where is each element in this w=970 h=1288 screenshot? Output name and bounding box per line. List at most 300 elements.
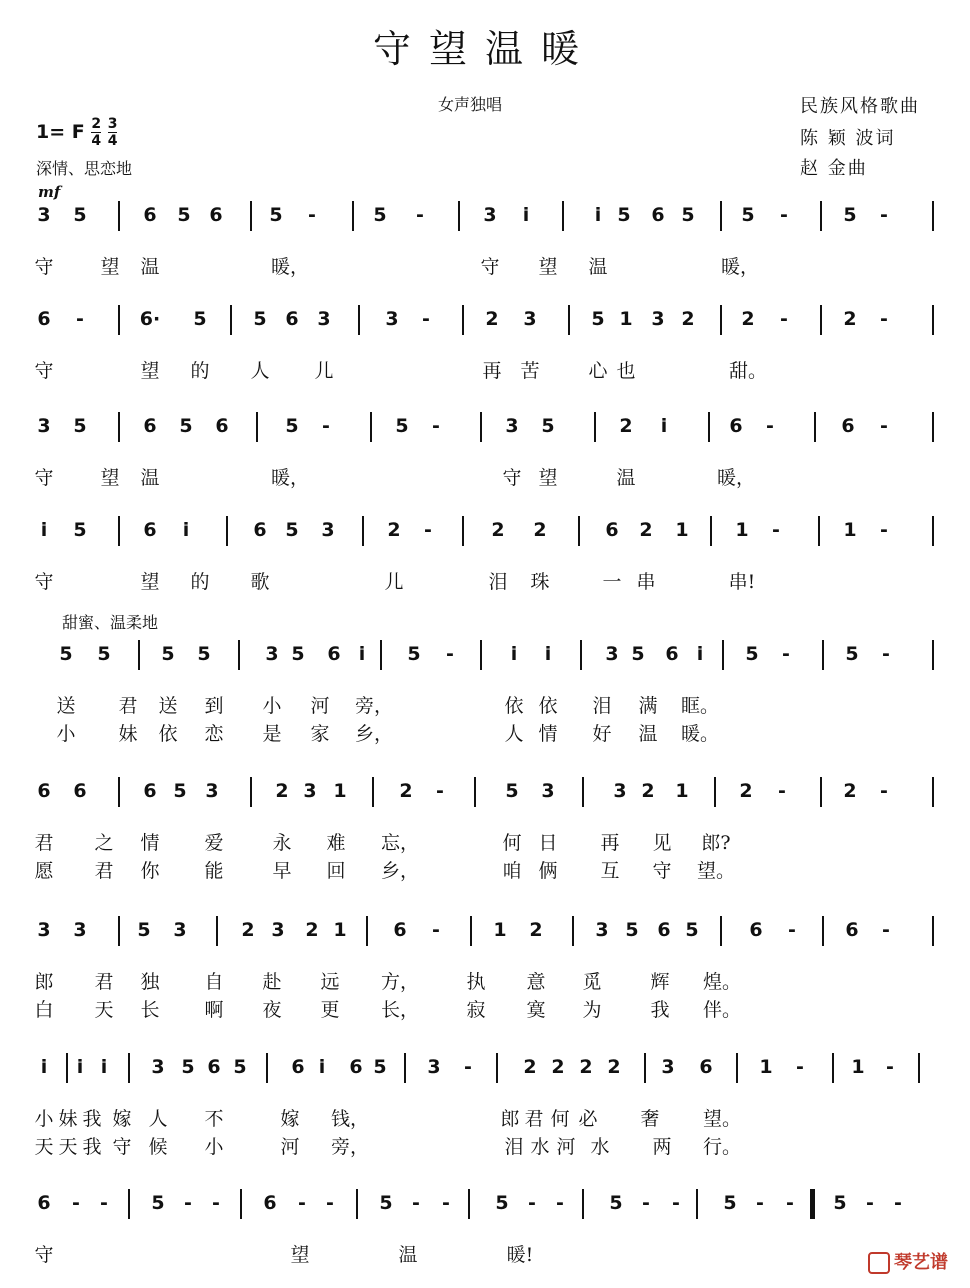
note: 3	[651, 308, 665, 330]
note: 2	[641, 780, 655, 802]
lyric-char: 河	[310, 695, 330, 717]
lyric-char: 望	[140, 571, 160, 593]
lyric-char: 执	[466, 971, 486, 993]
note: -	[786, 1192, 794, 1214]
lyric-char: 人	[250, 360, 270, 382]
lyric-char: 河	[280, 1136, 300, 1158]
note: -	[184, 1192, 192, 1214]
note: 6·	[139, 308, 161, 330]
note: 6	[729, 415, 743, 437]
note: i	[510, 643, 518, 665]
bar-line	[582, 777, 584, 807]
note: -	[442, 1192, 450, 1214]
bar-line	[362, 516, 364, 546]
note: 5	[291, 643, 305, 665]
note: -	[298, 1192, 306, 1214]
bar-line	[820, 777, 822, 807]
note: 5	[161, 643, 175, 665]
note: 2	[529, 919, 543, 941]
lyric-char: 人	[504, 723, 524, 745]
lyric-char: 煌。	[702, 971, 742, 993]
note: 3	[523, 308, 537, 330]
note: -	[788, 919, 796, 941]
lyric-char: 觅	[582, 971, 602, 993]
note: i	[660, 415, 668, 437]
lyric-char: 妹	[58, 1108, 78, 1130]
lyric-char: 温	[140, 467, 160, 489]
lyric-char: 恋	[204, 723, 224, 745]
lyric-char: 愿	[34, 860, 54, 882]
note: 5	[233, 1056, 247, 1078]
bar-line	[644, 1053, 646, 1083]
lyric-char: 守	[34, 256, 54, 278]
bar-line	[250, 777, 252, 807]
note: 1	[619, 308, 633, 330]
bar-line	[404, 1053, 406, 1083]
bar-line	[720, 305, 722, 335]
note: 2	[491, 519, 505, 541]
note: 2	[607, 1056, 621, 1078]
note: -	[880, 204, 888, 226]
lyric-char: 郎	[500, 1108, 520, 1130]
bar-line	[832, 1053, 834, 1083]
note: 6	[657, 919, 671, 941]
lyric-char: 意	[526, 971, 546, 993]
lyric-char: 温	[616, 467, 636, 489]
note: 6	[349, 1056, 363, 1078]
lyric-char: 望。	[702, 1108, 742, 1130]
note: 6	[253, 519, 267, 541]
lyric-char: 温	[140, 256, 160, 278]
lyric-char: 咱	[502, 860, 522, 882]
note: -	[322, 415, 330, 437]
lyric-char: 守	[502, 467, 522, 489]
note: 2	[843, 308, 857, 330]
note: -	[766, 415, 774, 437]
note: -	[780, 204, 788, 226]
lyric-char: 泪	[488, 571, 508, 593]
note: 3	[605, 643, 619, 665]
lyric-char: 我	[82, 1108, 102, 1130]
bar-line	[266, 1053, 268, 1083]
bar-line	[118, 916, 120, 946]
note: 5	[151, 1192, 165, 1214]
bar-line	[468, 1189, 470, 1219]
note: 5	[285, 519, 299, 541]
note: 5	[73, 204, 87, 226]
bar-line	[118, 305, 120, 335]
note: 1	[843, 519, 857, 541]
lyric-char: 再	[600, 832, 620, 854]
dynamic-mark: mf	[38, 183, 61, 201]
lyric-char: 长	[140, 999, 160, 1021]
lyric-char: 苦	[520, 360, 540, 382]
note: -	[796, 1056, 804, 1078]
note: 5	[723, 1192, 737, 1214]
lyric-char: 儿	[314, 360, 334, 382]
note: 6	[291, 1056, 305, 1078]
lyric-char: 珠	[530, 571, 550, 593]
lyric-char: 奢	[640, 1108, 660, 1130]
bar-line	[714, 777, 716, 807]
lyric-char: 暖，	[270, 467, 310, 489]
note: -	[76, 308, 84, 330]
lyric-char: 串!	[728, 571, 756, 593]
lyric-char: 之	[94, 832, 114, 854]
bar-line	[720, 201, 722, 231]
note: 3	[595, 919, 609, 941]
lyric-char: 何	[502, 832, 522, 854]
bar-line	[230, 305, 232, 335]
lyric-char: 难	[326, 832, 346, 854]
lyric-char: 守	[112, 1136, 132, 1158]
lyric-char: 家	[310, 723, 330, 745]
note: -	[778, 780, 786, 802]
note: 2	[739, 780, 753, 802]
lyric-char: 永	[272, 832, 292, 854]
bar-line	[736, 1053, 738, 1083]
note: 6	[393, 919, 407, 941]
bar-line	[358, 305, 360, 335]
bar-line	[820, 305, 822, 335]
note: -	[780, 308, 788, 330]
bar-line	[366, 916, 368, 946]
note: 6	[665, 643, 679, 665]
note: 5	[833, 1192, 847, 1214]
bar-line	[720, 916, 722, 946]
bar-line	[696, 1189, 698, 1219]
bar-line	[240, 1189, 242, 1219]
tempo-mark-1: 深情、思恋地	[36, 159, 133, 178]
note: 3	[205, 780, 219, 802]
lyric-char: 为	[582, 999, 602, 1021]
note: 5	[59, 643, 73, 665]
bar-line	[480, 412, 482, 442]
note: 3	[173, 919, 187, 941]
lyric-char: 水	[590, 1136, 610, 1158]
note: -	[424, 519, 432, 541]
lyric-char: 守	[652, 860, 672, 882]
note: i	[100, 1056, 108, 1078]
lyric-char: 暖，	[720, 256, 760, 278]
note: 6	[143, 204, 157, 226]
note: 5	[625, 919, 639, 941]
note: 1	[759, 1056, 773, 1078]
note: 5	[173, 780, 187, 802]
lyric-char: 俩	[538, 860, 558, 882]
note: 1	[675, 519, 689, 541]
lyric-char: 你	[140, 860, 160, 882]
note: 5	[609, 1192, 623, 1214]
note: -	[642, 1192, 650, 1214]
watermark-text: 琴艺谱	[894, 1252, 948, 1273]
note: -	[464, 1056, 472, 1078]
lyric-char: 远	[320, 971, 340, 993]
note: 5	[617, 204, 631, 226]
credit-genre: 民族风格歌曲	[800, 96, 920, 117]
note: i	[76, 1056, 84, 1078]
note: 3	[37, 204, 51, 226]
lyric-char: 寂	[466, 999, 486, 1021]
bar-line	[932, 916, 934, 946]
bar-line	[66, 1053, 68, 1083]
lyric-char: 小	[34, 1108, 54, 1130]
note: -	[882, 919, 890, 941]
lyric-char: 心	[588, 360, 608, 382]
lyric-char: 候	[148, 1136, 168, 1158]
note: 5	[541, 415, 555, 437]
bar-line	[810, 1189, 815, 1219]
lyric-char: 一	[602, 571, 622, 593]
bar-line	[128, 1053, 130, 1083]
lyric-char: 望。	[696, 860, 736, 882]
bar-line	[918, 1053, 920, 1083]
lyric-char: 到	[204, 695, 224, 717]
note: 2	[639, 519, 653, 541]
bar-line	[480, 640, 482, 670]
lyric-char: 情	[538, 723, 558, 745]
lyric-char: 情	[140, 832, 160, 854]
lyric-char: 钱，	[330, 1108, 370, 1130]
note: 3	[37, 919, 51, 941]
lyric-char: 日	[538, 832, 558, 854]
lyric-char: 爱	[204, 832, 224, 854]
lyric-char: 送	[158, 695, 178, 717]
note: -	[886, 1056, 894, 1078]
note: 6	[37, 780, 51, 802]
lyric-char: 温	[638, 723, 658, 745]
note: 5	[285, 415, 299, 437]
lyric-char: 白	[34, 999, 54, 1021]
bar-line	[470, 916, 472, 946]
note: i	[40, 1056, 48, 1078]
lyric-char: 回	[326, 860, 346, 882]
note: 3	[613, 780, 627, 802]
note: 5	[681, 204, 695, 226]
note: 2	[241, 919, 255, 941]
lyric-char: 自	[204, 971, 224, 993]
lyric-char: 望	[538, 467, 558, 489]
bar-line	[496, 1053, 498, 1083]
lyric-char: 早	[272, 860, 292, 882]
lyric-char: 也	[616, 360, 636, 382]
note: -	[432, 415, 440, 437]
bar-line	[708, 412, 710, 442]
lyric-char: 守	[34, 360, 54, 382]
note: 1	[493, 919, 507, 941]
lyric-char: 互	[600, 860, 620, 882]
note: 5	[197, 643, 211, 665]
note: i	[522, 204, 530, 226]
lyric-char: 我	[82, 1136, 102, 1158]
lyric-char: 我	[650, 999, 670, 1021]
bar-line	[238, 640, 240, 670]
note: 2	[485, 308, 499, 330]
bar-line	[710, 516, 712, 546]
note: 5	[591, 308, 605, 330]
note: 6	[215, 415, 229, 437]
note: -	[72, 1192, 80, 1214]
note: 2	[551, 1056, 565, 1078]
lyric-char: 依	[504, 695, 524, 717]
note: 1	[675, 780, 689, 802]
note: i	[358, 643, 366, 665]
tempo-mark-2: 甜蜜、温柔地	[62, 613, 159, 632]
lyric-char: 夜	[262, 999, 282, 1021]
note: 2	[523, 1056, 537, 1078]
note: 6	[143, 415, 157, 437]
note: -	[556, 1192, 564, 1214]
note: -	[880, 519, 888, 541]
lyric-char: 好	[592, 723, 612, 745]
song-title: 守望温暖	[372, 27, 597, 71]
bar-line	[722, 640, 724, 670]
lyric-char: 君	[94, 860, 114, 882]
lyric-char: 再	[482, 360, 502, 382]
note: 6	[841, 415, 855, 437]
note: -	[756, 1192, 764, 1214]
bar-line	[372, 777, 374, 807]
note: i	[696, 643, 704, 665]
lyric-char: 不	[204, 1108, 224, 1130]
lyric-char: 望	[100, 467, 120, 489]
bar-line	[582, 1189, 584, 1219]
lyric-char: 的	[190, 571, 210, 593]
note: 2	[579, 1056, 593, 1078]
lyric-char: 郎?	[701, 832, 731, 854]
note: -	[432, 919, 440, 941]
note: 5	[845, 643, 859, 665]
lyric-char: 赴	[262, 971, 282, 993]
note: 6	[749, 919, 763, 941]
lyric-char: 暖，	[716, 467, 756, 489]
bar-line	[256, 412, 258, 442]
bar-line	[128, 1189, 130, 1219]
note: i	[40, 519, 48, 541]
note: 2	[843, 780, 857, 802]
note: -	[672, 1192, 680, 1214]
logo-icon	[868, 1252, 890, 1274]
lyric-char: 小	[56, 723, 76, 745]
lyric-char: 眶。	[680, 695, 720, 717]
time-sig-1: $\frac{2}{4}$	[91, 116, 102, 149]
note: 3	[303, 780, 317, 802]
note: -	[422, 308, 430, 330]
lyric-char: 小	[204, 1136, 224, 1158]
bar-line	[932, 516, 934, 546]
lyric-char: 的	[190, 360, 210, 382]
lyric-char: 天	[94, 999, 114, 1021]
note: 6	[209, 204, 223, 226]
lyric-char: 独	[140, 971, 160, 993]
note: 5	[253, 308, 267, 330]
note: 5	[137, 919, 151, 941]
note: 3	[317, 308, 331, 330]
lyric-char: 天	[34, 1136, 54, 1158]
note: -	[894, 1192, 902, 1214]
note: -	[416, 204, 424, 226]
bar-line	[932, 640, 934, 670]
note: -	[880, 780, 888, 802]
lyric-char: 旁，	[354, 695, 394, 717]
note: -	[772, 519, 780, 541]
lyric-char: 君	[118, 695, 138, 717]
lyric-char: 天	[58, 1136, 78, 1158]
note: 6	[605, 519, 619, 541]
note: 6	[285, 308, 299, 330]
lyric-char: 守	[34, 467, 54, 489]
lyric-char: 暖!	[506, 1244, 534, 1266]
note: -	[326, 1192, 334, 1214]
lyric-char: 串	[636, 571, 656, 593]
bar-line	[568, 305, 570, 335]
lyric-char: 是	[262, 723, 282, 745]
bar-line	[594, 412, 596, 442]
lyric-char: 人	[148, 1108, 168, 1130]
bar-line	[932, 777, 934, 807]
note: -	[436, 780, 444, 802]
lyric-char: 必	[578, 1108, 598, 1130]
lyric-char: 长，	[380, 999, 420, 1021]
note: 6	[73, 780, 87, 802]
key-text: 1= F	[36, 121, 85, 143]
note: -	[412, 1192, 420, 1214]
note: 2	[681, 308, 695, 330]
note: 3	[151, 1056, 165, 1078]
lyric-char: 暖。	[680, 723, 720, 745]
lyric-char: 寞	[526, 999, 546, 1021]
lyric-char: 妹	[118, 723, 138, 745]
note: 3	[73, 919, 87, 941]
lyric-char: 乡，	[380, 860, 420, 882]
credit-lyricist: 陈 颖 波词	[800, 128, 896, 149]
bar-line	[462, 516, 464, 546]
note: 5	[395, 415, 409, 437]
note: 3	[505, 415, 519, 437]
lyric-char: 泪	[504, 1136, 524, 1158]
note: 3	[37, 415, 51, 437]
note: 2	[387, 519, 401, 541]
note: 3	[265, 643, 279, 665]
note: -	[782, 643, 790, 665]
note: 5	[177, 204, 191, 226]
lyric-char: 河	[556, 1136, 576, 1158]
lyric-char: 两	[652, 1136, 672, 1158]
note: -	[212, 1192, 220, 1214]
lyric-char: 歌	[250, 571, 270, 593]
bar-line	[462, 305, 464, 335]
bar-line	[216, 916, 218, 946]
note: 5	[373, 204, 387, 226]
note: 6	[845, 919, 859, 941]
note: 5	[73, 519, 87, 541]
lyric-char: 见	[652, 832, 672, 854]
lyric-char: 泪	[592, 695, 612, 717]
bar-line	[578, 516, 580, 546]
note: 3	[385, 308, 399, 330]
note: 2	[619, 415, 633, 437]
bar-line	[118, 201, 120, 231]
bar-line	[118, 412, 120, 442]
bar-line	[226, 516, 228, 546]
lyric-char: 乡，	[354, 723, 394, 745]
key-signature	[36, 117, 117, 148]
note: 3	[661, 1056, 675, 1078]
performer-label: 女声独唱	[438, 95, 503, 114]
lyric-char: 啊	[204, 999, 224, 1021]
watermark-logo	[868, 1248, 948, 1274]
bar-line	[474, 777, 476, 807]
